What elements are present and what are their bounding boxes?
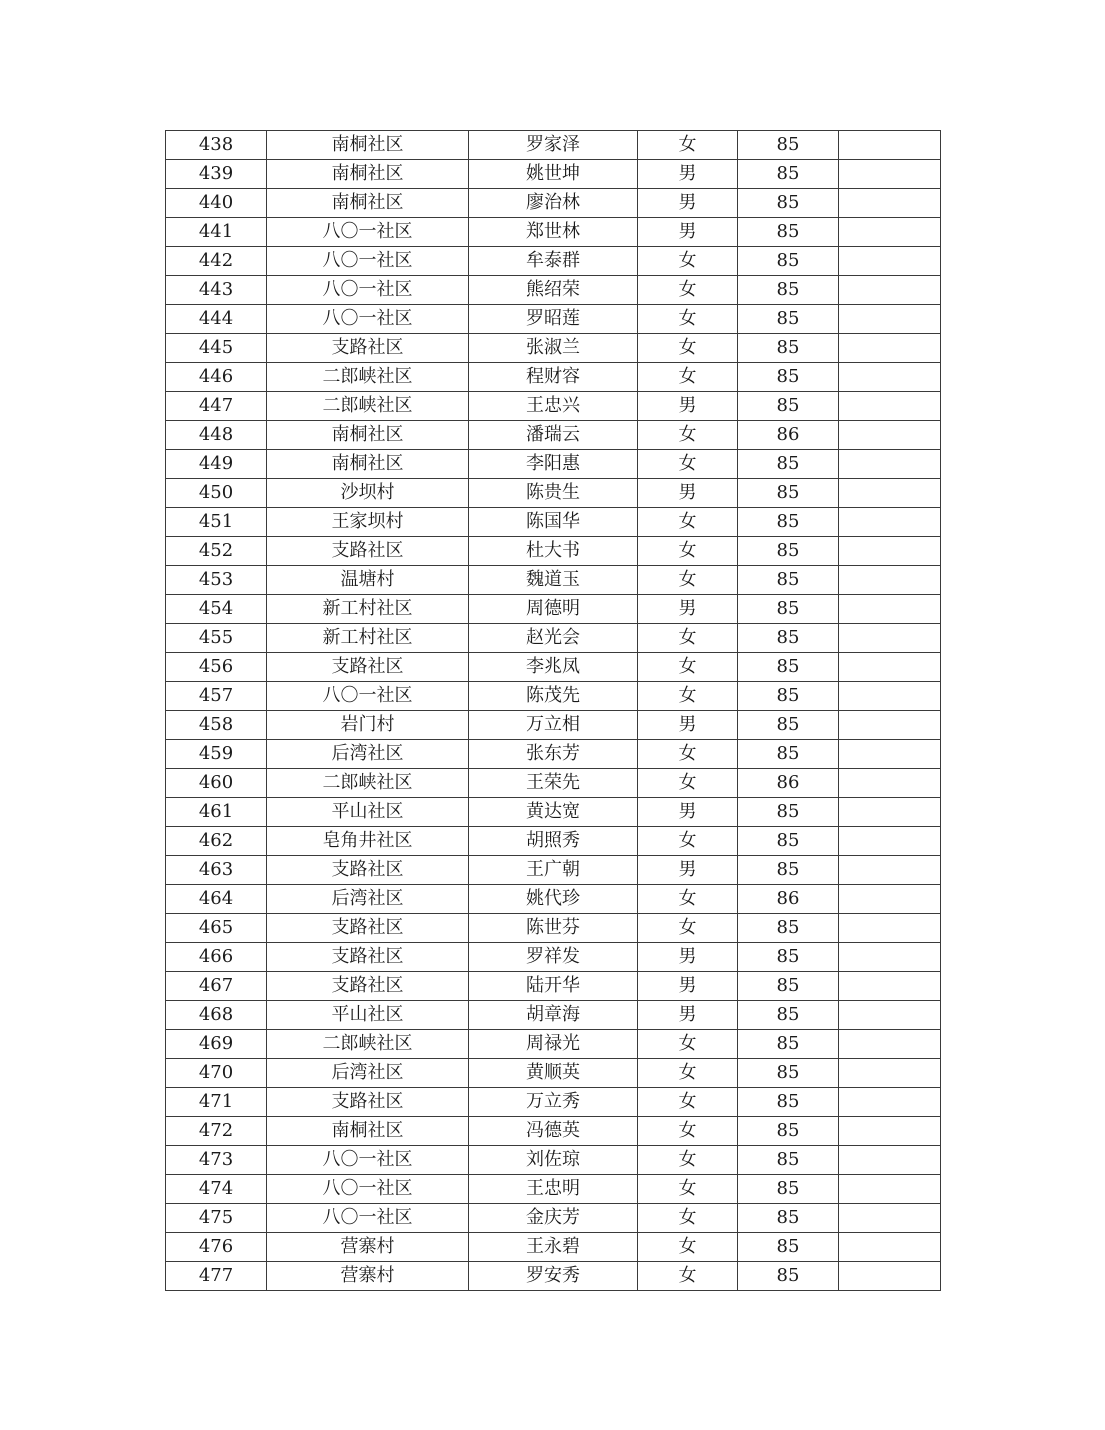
- cell-person-name: 罗祥发: [469, 943, 638, 972]
- cell-serial-number: 465: [166, 914, 267, 943]
- cell-serial-number: 447: [166, 392, 267, 421]
- table-row: [166, 624, 941, 653]
- cell-remark: [839, 856, 941, 885]
- table-row: [166, 1262, 941, 1291]
- cell-community: 后湾社区: [267, 740, 469, 769]
- cell-community: 支路社区: [267, 943, 469, 972]
- cell-gender: 女: [638, 624, 738, 653]
- cell-gender: 男: [638, 972, 738, 1001]
- cell-age: 85: [738, 682, 839, 711]
- table-row: [166, 1088, 941, 1117]
- cell-remark: [839, 943, 941, 972]
- cell-serial-number: 470: [166, 1059, 267, 1088]
- table-row: [166, 508, 941, 537]
- cell-person-name: 魏道玉: [469, 566, 638, 595]
- table-row: [166, 160, 941, 189]
- table-row: [166, 421, 941, 450]
- cell-age: 85: [738, 479, 839, 508]
- cell-remark: [839, 131, 941, 160]
- cell-gender: 女: [638, 1117, 738, 1146]
- cell-remark: [839, 276, 941, 305]
- cell-gender: 女: [638, 1204, 738, 1233]
- table-row: [166, 943, 941, 972]
- cell-gender: 女: [638, 566, 738, 595]
- table-row: [166, 392, 941, 421]
- cell-community: 南桐社区: [267, 189, 469, 218]
- table-row: [166, 972, 941, 1001]
- cell-community: 温塘村: [267, 566, 469, 595]
- cell-person-name: 胡章海: [469, 1001, 638, 1030]
- table-row: [166, 711, 941, 740]
- cell-person-name: 杜大书: [469, 537, 638, 566]
- cell-community: 支路社区: [267, 914, 469, 943]
- cell-remark: [839, 479, 941, 508]
- table-row: [166, 740, 941, 769]
- table-row: [166, 1233, 941, 1262]
- cell-community: 岩门村: [267, 711, 469, 740]
- cell-age: 85: [738, 798, 839, 827]
- cell-age: 85: [738, 1117, 839, 1146]
- cell-age: 85: [738, 247, 839, 276]
- cell-serial-number: 453: [166, 566, 267, 595]
- cell-remark: [839, 1001, 941, 1030]
- cell-age: 85: [738, 595, 839, 624]
- cell-serial-number: 457: [166, 682, 267, 711]
- cell-serial-number: 451: [166, 508, 267, 537]
- cell-age: 85: [738, 914, 839, 943]
- cell-age: 85: [738, 827, 839, 856]
- table-row: [166, 885, 941, 914]
- cell-serial-number: 464: [166, 885, 267, 914]
- table-row: [166, 1059, 941, 1088]
- table-row: [166, 1146, 941, 1175]
- cell-community: 八〇一社区: [267, 682, 469, 711]
- cell-serial-number: 441: [166, 218, 267, 247]
- cell-community: 平山社区: [267, 798, 469, 827]
- cell-community: 南桐社区: [267, 450, 469, 479]
- cell-person-name: 赵光会: [469, 624, 638, 653]
- cell-age: 85: [738, 1146, 839, 1175]
- cell-serial-number: 472: [166, 1117, 267, 1146]
- cell-gender: 男: [638, 595, 738, 624]
- cell-serial-number: 445: [166, 334, 267, 363]
- cell-gender: 男: [638, 160, 738, 189]
- cell-remark: [839, 1233, 941, 1262]
- cell-person-name: 罗昭莲: [469, 305, 638, 334]
- cell-remark: [839, 363, 941, 392]
- cell-person-name: 潘瑞云: [469, 421, 638, 450]
- cell-gender: 女: [638, 508, 738, 537]
- cell-age: 86: [738, 421, 839, 450]
- cell-community: 八〇一社区: [267, 1204, 469, 1233]
- cell-serial-number: 443: [166, 276, 267, 305]
- table-row: [166, 479, 941, 508]
- cell-gender: 女: [638, 827, 738, 856]
- cell-age: 85: [738, 450, 839, 479]
- cell-remark: [839, 1262, 941, 1291]
- cell-age: 85: [738, 1059, 839, 1088]
- cell-remark: [839, 711, 941, 740]
- cell-serial-number: 471: [166, 1088, 267, 1117]
- cell-gender: 女: [638, 450, 738, 479]
- cell-gender: 女: [638, 537, 738, 566]
- cell-age: 85: [738, 131, 839, 160]
- cell-remark: [839, 537, 941, 566]
- cell-gender: 女: [638, 1146, 738, 1175]
- cell-remark: [839, 595, 941, 624]
- cell-person-name: 李阳惠: [469, 450, 638, 479]
- cell-age: 85: [738, 856, 839, 885]
- cell-age: 85: [738, 537, 839, 566]
- cell-community: 支路社区: [267, 653, 469, 682]
- cell-person-name: 万立相: [469, 711, 638, 740]
- table-row: [166, 247, 941, 276]
- cell-community: 新工村社区: [267, 624, 469, 653]
- table-row: [166, 1030, 941, 1059]
- cell-remark: [839, 305, 941, 334]
- cell-community: 八〇一社区: [267, 305, 469, 334]
- cell-person-name: 罗安秀: [469, 1262, 638, 1291]
- cell-gender: 女: [638, 305, 738, 334]
- roster-table: [165, 130, 941, 1291]
- cell-gender: 女: [638, 1059, 738, 1088]
- table-row: [166, 653, 941, 682]
- table-row: [166, 798, 941, 827]
- cell-gender: 女: [638, 653, 738, 682]
- cell-community: 支路社区: [267, 1088, 469, 1117]
- cell-gender: 男: [638, 711, 738, 740]
- cell-gender: 女: [638, 914, 738, 943]
- table-row: [166, 1175, 941, 1204]
- table-row: [166, 827, 941, 856]
- cell-remark: [839, 1175, 941, 1204]
- cell-age: 85: [738, 363, 839, 392]
- cell-remark: [839, 1088, 941, 1117]
- cell-gender: 女: [638, 885, 738, 914]
- cell-remark: [839, 885, 941, 914]
- cell-person-name: 牟泰群: [469, 247, 638, 276]
- table-row: [166, 566, 941, 595]
- cell-community: 支路社区: [267, 537, 469, 566]
- cell-person-name: 胡照秀: [469, 827, 638, 856]
- cell-serial-number: 448: [166, 421, 267, 450]
- cell-person-name: 冯德英: [469, 1117, 638, 1146]
- cell-gender: 女: [638, 682, 738, 711]
- table-row: [166, 189, 941, 218]
- cell-gender: 男: [638, 856, 738, 885]
- cell-serial-number: 452: [166, 537, 267, 566]
- cell-serial-number: 466: [166, 943, 267, 972]
- cell-person-name: 姚世坤: [469, 160, 638, 189]
- cell-person-name: 王荣先: [469, 769, 638, 798]
- table-row: [166, 450, 941, 479]
- cell-remark: [839, 392, 941, 421]
- cell-serial-number: 455: [166, 624, 267, 653]
- cell-gender: 男: [638, 1001, 738, 1030]
- table-row: [166, 856, 941, 885]
- cell-serial-number: 463: [166, 856, 267, 885]
- cell-person-name: 刘佐琼: [469, 1146, 638, 1175]
- cell-gender: 女: [638, 276, 738, 305]
- cell-community: 营寨村: [267, 1233, 469, 1262]
- cell-gender: 女: [638, 421, 738, 450]
- cell-person-name: 姚代珍: [469, 885, 638, 914]
- cell-serial-number: 459: [166, 740, 267, 769]
- cell-age: 85: [738, 218, 839, 247]
- cell-serial-number: 450: [166, 479, 267, 508]
- cell-gender: 女: [638, 363, 738, 392]
- cell-age: 85: [738, 189, 839, 218]
- cell-age: 85: [738, 1030, 839, 1059]
- cell-gender: 男: [638, 479, 738, 508]
- cell-community: 南桐社区: [267, 421, 469, 450]
- cell-age: 85: [738, 1262, 839, 1291]
- cell-remark: [839, 769, 941, 798]
- cell-remark: [839, 450, 941, 479]
- cell-person-name: 黄达宽: [469, 798, 638, 827]
- cell-serial-number: 476: [166, 1233, 267, 1262]
- cell-remark: [839, 682, 941, 711]
- cell-age: 85: [738, 653, 839, 682]
- cell-gender: 女: [638, 1262, 738, 1291]
- table-row: [166, 334, 941, 363]
- cell-age: 85: [738, 276, 839, 305]
- cell-community: 支路社区: [267, 972, 469, 1001]
- cell-serial-number: 469: [166, 1030, 267, 1059]
- cell-age: 85: [738, 305, 839, 334]
- cell-serial-number: 461: [166, 798, 267, 827]
- cell-gender: 女: [638, 1088, 738, 1117]
- cell-community: 后湾社区: [267, 1059, 469, 1088]
- cell-gender: 女: [638, 247, 738, 276]
- cell-community: 支路社区: [267, 856, 469, 885]
- cell-serial-number: 439: [166, 160, 267, 189]
- cell-serial-number: 438: [166, 131, 267, 160]
- cell-gender: 女: [638, 769, 738, 798]
- cell-age: 85: [738, 1233, 839, 1262]
- table-row: [166, 914, 941, 943]
- cell-remark: [839, 247, 941, 276]
- cell-serial-number: 462: [166, 827, 267, 856]
- table-row: [166, 305, 941, 334]
- cell-community: 八〇一社区: [267, 247, 469, 276]
- cell-person-name: 黄顺英: [469, 1059, 638, 1088]
- cell-person-name: 廖治林: [469, 189, 638, 218]
- cell-person-name: 王忠明: [469, 1175, 638, 1204]
- cell-person-name: 万立秀: [469, 1088, 638, 1117]
- cell-age: 85: [738, 566, 839, 595]
- cell-person-name: 陈国华: [469, 508, 638, 537]
- cell-remark: [839, 1059, 941, 1088]
- cell-serial-number: 442: [166, 247, 267, 276]
- cell-person-name: 张东芳: [469, 740, 638, 769]
- cell-age: 85: [738, 624, 839, 653]
- cell-person-name: 张淑兰: [469, 334, 638, 363]
- cell-person-name: 程财容: [469, 363, 638, 392]
- cell-community: 八〇一社区: [267, 218, 469, 247]
- cell-remark: [839, 653, 941, 682]
- cell-remark: [839, 189, 941, 218]
- cell-remark: [839, 508, 941, 537]
- cell-community: 二郎峡社区: [267, 392, 469, 421]
- cell-age: 85: [738, 508, 839, 537]
- cell-community: 皂角井社区: [267, 827, 469, 856]
- cell-person-name: 王永碧: [469, 1233, 638, 1262]
- cell-serial-number: 474: [166, 1175, 267, 1204]
- cell-age: 85: [738, 160, 839, 189]
- cell-remark: [839, 827, 941, 856]
- cell-gender: 男: [638, 189, 738, 218]
- cell-community: 沙坝村: [267, 479, 469, 508]
- cell-age: 85: [738, 711, 839, 740]
- cell-gender: 女: [638, 1233, 738, 1262]
- cell-remark: [839, 914, 941, 943]
- cell-gender: 男: [638, 943, 738, 972]
- cell-person-name: 王广朝: [469, 856, 638, 885]
- cell-gender: 女: [638, 1175, 738, 1204]
- cell-serial-number: 454: [166, 595, 267, 624]
- cell-community: 南桐社区: [267, 1117, 469, 1146]
- cell-remark: [839, 624, 941, 653]
- table-row: [166, 276, 941, 305]
- cell-serial-number: 444: [166, 305, 267, 334]
- cell-serial-number: 468: [166, 1001, 267, 1030]
- cell-age: 85: [738, 334, 839, 363]
- cell-gender: 男: [638, 798, 738, 827]
- table-row: [166, 218, 941, 247]
- cell-community: 八〇一社区: [267, 1175, 469, 1204]
- cell-person-name: 熊绍荣: [469, 276, 638, 305]
- cell-serial-number: 460: [166, 769, 267, 798]
- cell-community: 八〇一社区: [267, 1146, 469, 1175]
- cell-community: 二郎峡社区: [267, 363, 469, 392]
- cell-community: 二郎峡社区: [267, 1030, 469, 1059]
- cell-person-name: 李兆凤: [469, 653, 638, 682]
- cell-serial-number: 473: [166, 1146, 267, 1175]
- table-row: [166, 537, 941, 566]
- cell-community: 新工村社区: [267, 595, 469, 624]
- cell-remark: [839, 972, 941, 1001]
- cell-gender: 男: [638, 392, 738, 421]
- table-row: [166, 595, 941, 624]
- cell-remark: [839, 421, 941, 450]
- cell-remark: [839, 334, 941, 363]
- cell-age: 85: [738, 943, 839, 972]
- cell-gender: 女: [638, 740, 738, 769]
- cell-age: 85: [738, 1088, 839, 1117]
- cell-person-name: 陈贵生: [469, 479, 638, 508]
- cell-person-name: 王忠兴: [469, 392, 638, 421]
- cell-person-name: 周德明: [469, 595, 638, 624]
- table-row: [166, 131, 941, 160]
- cell-gender: 女: [638, 131, 738, 160]
- cell-community: 南桐社区: [267, 160, 469, 189]
- cell-age: 85: [738, 1204, 839, 1233]
- cell-remark: [839, 798, 941, 827]
- cell-person-name: 金庆芳: [469, 1204, 638, 1233]
- cell-serial-number: 456: [166, 653, 267, 682]
- cell-remark: [839, 1117, 941, 1146]
- cell-remark: [839, 1146, 941, 1175]
- cell-age: 85: [738, 740, 839, 769]
- cell-age: 86: [738, 769, 839, 798]
- cell-community: 平山社区: [267, 1001, 469, 1030]
- cell-person-name: 罗家泽: [469, 131, 638, 160]
- cell-community: 支路社区: [267, 334, 469, 363]
- cell-community: 营寨村: [267, 1262, 469, 1291]
- cell-serial-number: 446: [166, 363, 267, 392]
- cell-serial-number: 467: [166, 972, 267, 1001]
- cell-remark: [839, 740, 941, 769]
- table-row: [166, 682, 941, 711]
- table-row: [166, 769, 941, 798]
- cell-community: 八〇一社区: [267, 276, 469, 305]
- cell-person-name: 陆开华: [469, 972, 638, 1001]
- cell-serial-number: 449: [166, 450, 267, 479]
- cell-age: 85: [738, 972, 839, 1001]
- cell-serial-number: 475: [166, 1204, 267, 1233]
- cell-remark: [839, 218, 941, 247]
- cell-age: 85: [738, 392, 839, 421]
- cell-remark: [839, 566, 941, 595]
- cell-serial-number: 458: [166, 711, 267, 740]
- cell-age: 85: [738, 1001, 839, 1030]
- cell-gender: 男: [638, 218, 738, 247]
- cell-community: 南桐社区: [267, 131, 469, 160]
- cell-gender: 女: [638, 334, 738, 363]
- table-row: [166, 1001, 941, 1030]
- cell-remark: [839, 1030, 941, 1059]
- cell-person-name: 周禄光: [469, 1030, 638, 1059]
- cell-person-name: 郑世林: [469, 218, 638, 247]
- table-row: [166, 363, 941, 392]
- cell-gender: 女: [638, 1030, 738, 1059]
- cell-age: 86: [738, 885, 839, 914]
- cell-remark: [839, 1204, 941, 1233]
- cell-remark: [839, 160, 941, 189]
- roster-table-body: [166, 131, 941, 1291]
- cell-age: 85: [738, 1175, 839, 1204]
- cell-person-name: 陈茂先: [469, 682, 638, 711]
- cell-community: 王家坝村: [267, 508, 469, 537]
- table-row: [166, 1117, 941, 1146]
- cell-community: 二郎峡社区: [267, 769, 469, 798]
- cell-person-name: 陈世芬: [469, 914, 638, 943]
- table-row: [166, 1204, 941, 1233]
- cell-community: 后湾社区: [267, 885, 469, 914]
- cell-serial-number: 477: [166, 1262, 267, 1291]
- cell-serial-number: 440: [166, 189, 267, 218]
